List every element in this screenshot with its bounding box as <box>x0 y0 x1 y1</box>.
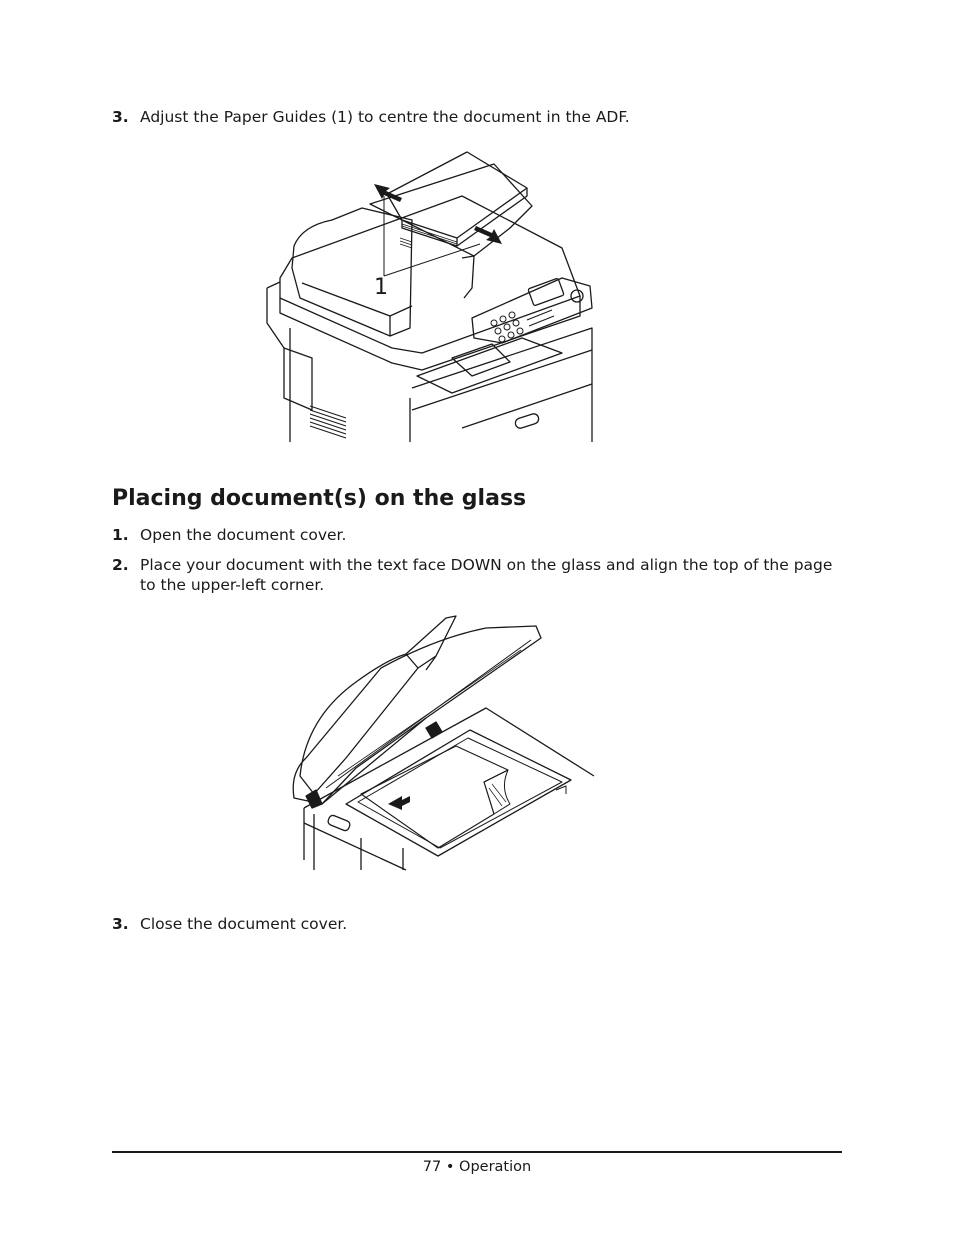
step-text: Adjust the Paper Guides (1) to centre the document in the ADF. <box>140 108 630 126</box>
section-heading: Placing document(s) on the glass <box>112 486 527 511</box>
double-arrow-icon <box>374 184 502 244</box>
page-footer <box>112 1157 842 1177</box>
step-text: Place your document with the text face DOWN on the glass and align the top of the page to the upper-left corner. <box>140 556 833 594</box>
footer-divider <box>112 1151 842 1153</box>
page-number: 77 <box>422 1159 442 1175</box>
step-text: Close the document cover. <box>140 915 348 933</box>
step-3-adjust-guides <box>112 107 842 127</box>
callout-1-label: 1 <box>374 275 388 300</box>
footer-separator: • <box>445 1159 455 1175</box>
figure-document-on-glass <box>286 608 600 872</box>
power-button-icon <box>571 290 583 302</box>
arrow-left-icon <box>388 796 410 810</box>
latch-icon <box>327 814 351 832</box>
step-1-open-cover <box>112 525 842 545</box>
step-3-close-cover <box>112 914 842 934</box>
step-number: 2. <box>112 556 129 574</box>
step-number: 1. <box>112 526 129 544</box>
vent-grille-icon <box>310 406 346 438</box>
step-text: Open the document cover. <box>140 526 347 544</box>
figure-adf-paper-guides <box>262 148 602 444</box>
footer-section-name: Operation <box>459 1159 532 1175</box>
step-number: 3. <box>112 108 129 126</box>
lcd-display-icon <box>528 278 564 306</box>
step-2-place-document <box>112 555 842 595</box>
step-number: 3. <box>112 915 129 933</box>
